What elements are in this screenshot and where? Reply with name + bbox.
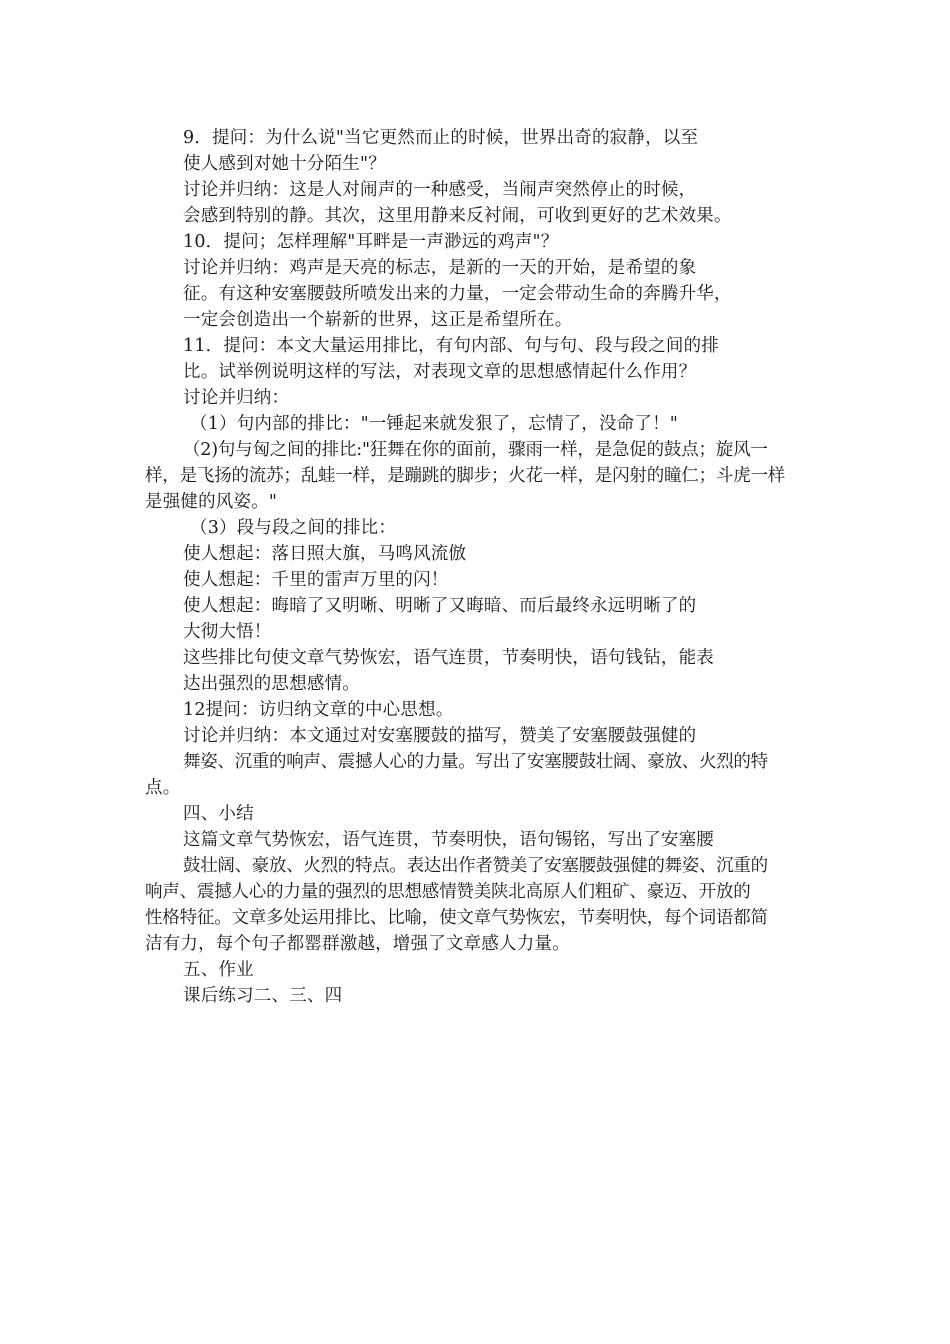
parallelism-item-2-line-2: 样，是飞扬的流苏；乱蛙一样，是蹦跳的脚步；火花一样，是闪射的瞳仁；斗虎一样 [145, 466, 786, 486]
example-line-4: 大彻大悟！ [183, 622, 272, 642]
answer-12-line-1: 讨论并归纳：本文通过对安塞腰鼓的描写，赞美了安塞腰鼓强健的 [183, 726, 697, 746]
question-9-line-2: 使人感到对她十分陌生"？ [183, 154, 386, 174]
question-11-line-2: 比。试举例说明这样的写法，对表现文章的思想感情起什么作用？ [183, 362, 697, 382]
parallelism-item-2-line-1: （2)句与匈之间的排比:"狂舞在你的面前，骤雨一样，是急促的鼓点；旋风一 [183, 440, 768, 460]
parallelism-item-1: （1）句内部的排比："一锤起来就发狠了，忘情了，没命了！" [190, 414, 679, 434]
answer-10-line-1: 讨论并归纳：鸡声是天亮的标志，是新的一天的开始，是希望的象 [183, 258, 697, 278]
summary-effect-line-1: 这些排比句使文章气势恢宏，语气连贯，节奏明快，语句钱钻，能表 [183, 648, 714, 668]
answer-12-line-2: 舞姿、沉重的响声、震撼人心的力量。写出了安塞腰鼓壮阔、豪放、火烈的特 [183, 752, 768, 772]
example-line-3: 使人想起：晦暗了又明晰、明晰了又晦暗、而后最终永远明晰了的 [183, 596, 697, 616]
homework-line: 课后练习二、三、四 [183, 986, 343, 1006]
answer-10-line-2: 征。有这种安塞腰鼓所喷发出来的力量，一定会带动生命的奔腾升华， [183, 284, 732, 304]
parallelism-item-2-line-3: 是强健的风姿。" [145, 492, 278, 512]
section-4-heading: 四、小结 [183, 804, 254, 824]
answer-9-line-1: 讨论并归纳：这是人对闹声的一种感受，当闹声突然停止的时候， [183, 180, 697, 200]
answer-9-line-2: 会感到特别的静。其次，这里用静来反衬闹，可收到更好的艺术效果。 [183, 206, 732, 226]
answer-10-line-3: 一定会创造出一个崭新的世界，这正是希望所在。 [183, 310, 573, 330]
conclusion-line-5: 洁有力，每个句子都罂群激越，增强了文章感人力量。 [145, 934, 570, 954]
question-10-line: 10．提问；怎样理解"耳畔是一声渺远的鸡声"？ [183, 232, 559, 252]
conclusion-line-4: 性格特征。文章多处运用排比、比喻，使文章气势恢宏，节奏明快，每个词语都简 [145, 908, 768, 928]
answer-12-line-3: 点。 [145, 778, 181, 798]
section-5-heading: 五、作业 [183, 960, 254, 980]
conclusion-line-2: 鼓壮阔、豪放、火烈的特点。表达出作者赞美了安塞腰鼓强健的舞姿、沉重的 [183, 856, 768, 876]
answer-11-heading: 讨论并归纳： [183, 388, 290, 408]
example-line-2: 使人想起：千里的雷声万里的闪！ [183, 570, 449, 590]
parallelism-item-3-heading: （3）段与段之间的排比： [190, 518, 397, 538]
summary-effect-line-2: 达出强烈的思想感情。 [183, 674, 360, 694]
example-line-1: 使人想起：落日照大旗，马鸣风流倣 [183, 544, 467, 564]
question-9-line-1: 9．提问：为什么说"当它更然而止的时候，世界出奇的寂静，以至 [183, 128, 699, 148]
question-11-line-1: 11．提问：本文大量运用排比，有句内部、句与句、段与段之间的排 [183, 336, 719, 356]
conclusion-line-1: 这篇文章气势恢宏，语气连贯，节奏明快，语句锡铭，写出了安塞腰 [183, 830, 714, 850]
question-12-line: 12提问：访归纳文章的中心思想。 [183, 700, 454, 720]
conclusion-line-3: 响声、震撼人心的力量的强烈的思想感情赞美陕北高原人们粗矿、豪迈、开放的 [145, 882, 751, 902]
